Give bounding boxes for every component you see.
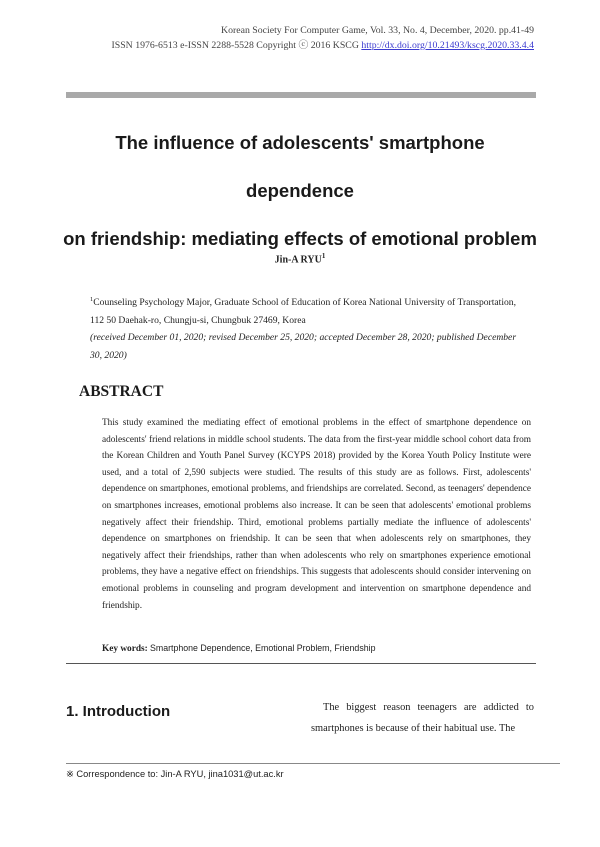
keywords-line (102, 643, 375, 654)
issn-line (112, 39, 534, 54)
issn-copyright: ISSN 1976-6513 e-ISSN 2288-5528 Copyright ⓒ 2016 KSCG (111, 39, 362, 51)
title-line-1: The influence of adolescents' smartphone dependence (115, 132, 485, 201)
introduction-paragraph: The biggest reason teenagers are addicted to smartphones is because of their habitual use. The (311, 702, 534, 734)
abstract-divider (66, 663, 536, 664)
correspondence-footnote: ※ Correspondence to: Jin-A RYU, jina1031@ut.ac.kr (66, 769, 284, 779)
abstract-body: This study examined the mediating effect of emotional problems in the effect of smartphone dependence on adolescents' friend relations in middle school students. The data from the first-year middle school cohort data from the Korean Children and Youth Panel Survey (KCYPS 2018) provided by the Korea Youth Policy Institute were used, and a total of 2,590 subjects were studied. The results of this study are as follows. First, adolescents' dependence on smartphones, emotional problems, and friendships are correlated. Second, as teenagers' dependence on smartphones increases, emotional problems also increase. It can be seen that adolescents' emotional problems negatively affect their friendship. Third, emotional problems partially mediate the influence of adolescents' dependence on smartphones on friendship. It can be seen that when adolescents rely on smartphones, they negatively affect their friendships, rather than when adolescents who rely on smartphones experience emotional problems, they have a negative effect on friendships. This suggests that adolescents should consider intervening on emotional problems in counseling and program development and intervention on smartphone dependence and friendship. (102, 418, 531, 611)
author-name (0, 252, 600, 265)
affiliation-address: Counseling Psychology Major, Graduate School of Education of Korea National University of Transportation, 112 50 Daehak-ro, Chungju-si, Chungbuk 27469, Korea (90, 297, 516, 326)
journal-header (112, 24, 534, 53)
doi-link[interactable]: http://dx.doi.org/10.21493/kscg.2020.33.4.4 (361, 39, 534, 51)
author-name-text: Jin-A RYU (274, 254, 322, 266)
footnote-divider (66, 763, 560, 764)
header-divider-bar (66, 92, 536, 98)
journal-citation: Korean Society For Computer Game, Vol. 33, No. 4, December, 2020. pp.41-49 (221, 25, 534, 36)
author-affiliation-mark: 1 (321, 252, 326, 260)
affiliation-block (90, 291, 530, 364)
keywords-list: Smartphone Dependence, Emotional Problem, Friendship (150, 643, 376, 653)
affiliation-mark: 1 (90, 296, 94, 303)
affiliation-text (90, 291, 530, 329)
publication-dates: (received December 01, 2020; revised December 25, 2020; accepted December 28, 2020; published December 30, 2020) (90, 332, 517, 361)
title-line-2: on friendship: mediating effects of emotional problem (63, 228, 537, 249)
keywords-label: Key words: (102, 644, 151, 654)
introduction-text (311, 697, 534, 739)
paper-title (60, 119, 540, 266)
introduction-heading: 1. Introduction (66, 703, 171, 720)
abstract-heading: ABSTRACT (79, 383, 164, 400)
